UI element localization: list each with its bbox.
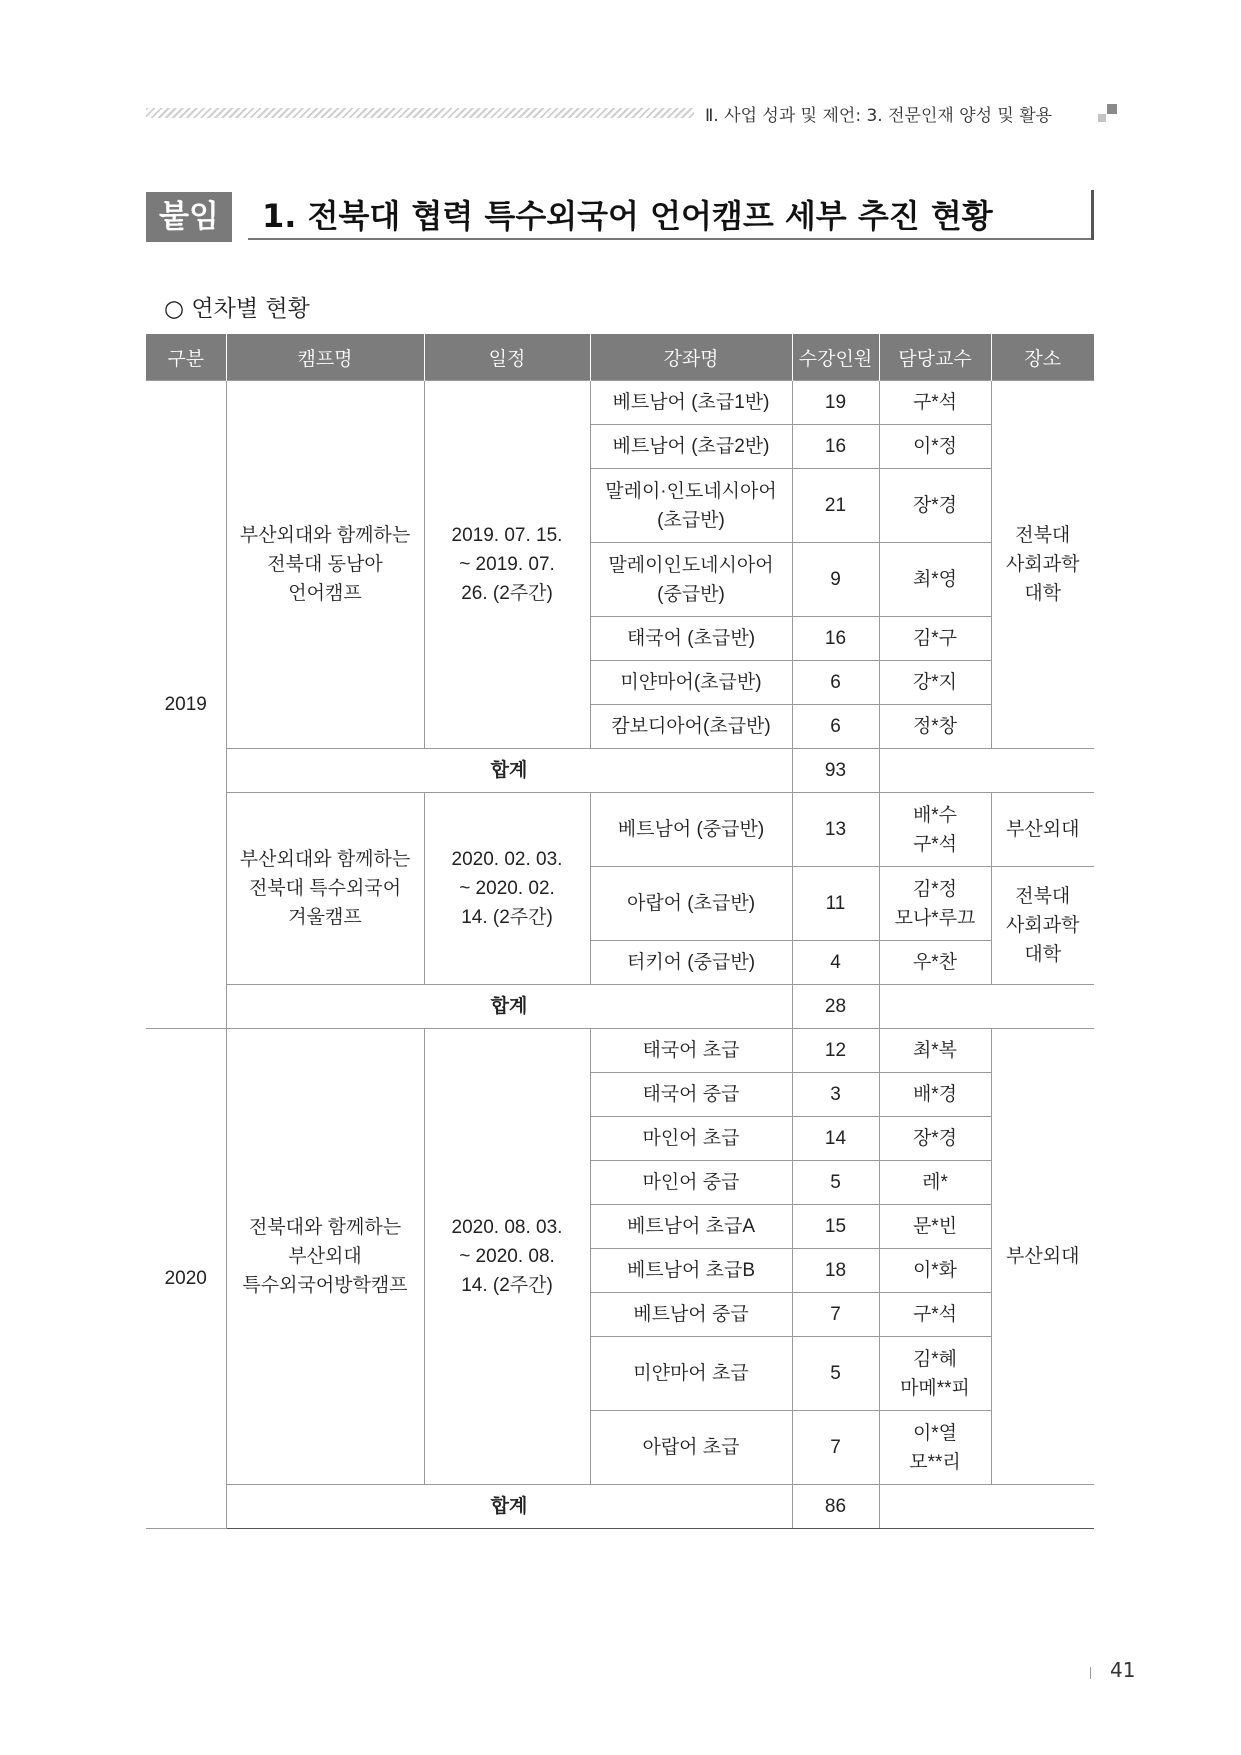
- camp-name-cell: 부산외대와 함께하는 전북대 동남아 언어캠프: [226, 381, 424, 749]
- course-cell: 태국어 초급: [590, 1029, 792, 1073]
- sum-label: 합계: [226, 985, 792, 1029]
- enrollment-cell: 4: [792, 941, 879, 985]
- footer-divider: [1090, 1667, 1091, 1679]
- sum-value: 93: [792, 749, 879, 793]
- course-cell: 말레이인도네시아어 (중급반): [590, 543, 792, 617]
- year-cell: 2019: [146, 381, 226, 1029]
- professor-cell: 구*석: [879, 1293, 991, 1337]
- enrollment-cell: 3: [792, 1073, 879, 1117]
- header-schedule: 일정: [424, 334, 590, 381]
- header-course: 강좌명: [590, 334, 792, 381]
- course-cell: 베트남어 (중급반): [590, 793, 792, 867]
- professor-cell: 레*: [879, 1161, 991, 1205]
- course-cell: 터키어 (중급반): [590, 941, 792, 985]
- header-category: 구분: [146, 334, 226, 381]
- sum-value: 28: [792, 985, 879, 1029]
- camp-name-cell: 전북대와 함께하는 부산외대 특수외국어방학캠프: [226, 1029, 424, 1485]
- course-cell: 아랍어 (초급반): [590, 867, 792, 941]
- schedule-cell: 2020. 02. 03. ~ 2020. 02. 14. (2주간): [424, 793, 590, 985]
- table-row: [146, 1029, 1094, 1073]
- enrollment-cell: 6: [792, 661, 879, 705]
- professor-cell: 이*화: [879, 1249, 991, 1293]
- professor-cell: 장*경: [879, 1117, 991, 1161]
- course-cell: 베트남어 중급: [590, 1293, 792, 1337]
- page-title: 1. 전북대 협력 특수외국어 언어캠프 세부 추진 현황: [262, 197, 993, 235]
- enrollment-cell: 9: [792, 543, 879, 617]
- table-row: [146, 381, 1094, 425]
- course-cell: 마인어 초급: [590, 1117, 792, 1161]
- enrollment-cell: 12: [792, 1029, 879, 1073]
- course-cell: 마인어 중급: [590, 1161, 792, 1205]
- title-right-bar: [1091, 190, 1094, 240]
- course-cell: 아랍어 초급: [590, 1411, 792, 1485]
- professor-cell: 이*열 모**리: [879, 1411, 991, 1485]
- professor-cell: 문*빈: [879, 1205, 991, 1249]
- course-cell: 베트남어 초급A: [590, 1205, 792, 1249]
- title-underline: [248, 238, 1094, 240]
- professor-cell: 김*구: [879, 617, 991, 661]
- enrollment-cell: 16: [792, 425, 879, 469]
- course-cell: 태국어 (초급반): [590, 617, 792, 661]
- professor-cell: 이*정: [879, 425, 991, 469]
- course-cell: 베트남어 (초급1반): [590, 381, 792, 425]
- enrollment-cell: 13: [792, 793, 879, 867]
- header-camp-name: 캠프명: [226, 334, 424, 381]
- enrollment-cell: 5: [792, 1161, 879, 1205]
- enrollment-cell: 7: [792, 1293, 879, 1337]
- place-cell: 전북대 사회과학 대학: [991, 867, 1094, 985]
- professor-cell: 김*혜 마메**피: [879, 1337, 991, 1411]
- enrollment-cell: 5: [792, 1337, 879, 1411]
- professor-cell: 배*경: [879, 1073, 991, 1117]
- sum-value: 86: [792, 1485, 879, 1529]
- header-professor: 담당교수: [879, 334, 991, 381]
- course-cell: 미얀마어(초급반): [590, 661, 792, 705]
- course-cell: 미얀마어 초급: [590, 1337, 792, 1411]
- enrollment-cell: 16: [792, 617, 879, 661]
- sum-blank: [879, 1485, 1094, 1529]
- professor-cell: 배*수 구*석: [879, 793, 991, 867]
- professor-cell: 장*경: [879, 469, 991, 543]
- course-cell: 베트남어 초급B: [590, 1249, 792, 1293]
- header-square-icon: [1098, 104, 1118, 124]
- professor-cell: 강*지: [879, 661, 991, 705]
- enrollment-cell: 7: [792, 1411, 879, 1485]
- place-cell: 전북대 사회과학 대학: [991, 381, 1094, 749]
- table-row: [146, 793, 1094, 867]
- header-place: 장소: [991, 334, 1094, 381]
- running-header: Ⅱ. 사업 성과 및 제언: 3. 전문인재 양성 및 활용: [705, 106, 1053, 126]
- page-number: 41: [1110, 1658, 1136, 1682]
- title-badge: 붙임: [146, 192, 232, 242]
- course-cell: 태국어 중급: [590, 1073, 792, 1117]
- place-cell: 부산외대: [991, 793, 1094, 867]
- year-cell: 2020: [146, 1029, 226, 1529]
- schedule-cell: 2019. 07. 15. ~ 2019. 07. 26. (2주간): [424, 381, 590, 749]
- course-cell: 말레이·인도네시아어 (초급반): [590, 469, 792, 543]
- enrollment-cell: 11: [792, 867, 879, 941]
- sum-label: 합계: [226, 749, 792, 793]
- schedule-cell: 2020. 08. 03. ~ 2020. 08. 14. (2주간): [424, 1029, 590, 1485]
- enrollment-cell: 18: [792, 1249, 879, 1293]
- table-header-row: [146, 334, 1094, 381]
- enrollment-cell: 21: [792, 469, 879, 543]
- enrollment-cell: 14: [792, 1117, 879, 1161]
- camp-name-cell: 부산외대와 함께하는 전북대 특수외국어 겨울캠프: [226, 793, 424, 985]
- header-stripe: [146, 108, 694, 118]
- professor-cell: 최*영: [879, 543, 991, 617]
- professor-cell: 우*찬: [879, 941, 991, 985]
- sum-blank: [879, 749, 1094, 793]
- sum-row: [146, 749, 1094, 793]
- professor-cell: 최*복: [879, 1029, 991, 1073]
- header-enrollment: 수강인원: [792, 334, 879, 381]
- enrollment-cell: 6: [792, 705, 879, 749]
- course-cell: 베트남어 (초급2반): [590, 425, 792, 469]
- sum-row: [146, 985, 1094, 1029]
- professor-cell: 구*석: [879, 381, 991, 425]
- sum-blank: [879, 985, 1094, 1029]
- sum-row: [146, 1485, 1094, 1529]
- enrollment-cell: 15: [792, 1205, 879, 1249]
- enrollment-cell: 19: [792, 381, 879, 425]
- professor-cell: 정*창: [879, 705, 991, 749]
- course-cell: 캄보디아어(초급반): [590, 705, 792, 749]
- section-subheading: ○ 연차별 현황: [164, 296, 310, 322]
- camp-status-table: [146, 334, 1094, 1529]
- place-cell: 부산외대: [991, 1029, 1094, 1485]
- professor-cell: 김*정 모나*루끄: [879, 867, 991, 941]
- sum-label: 합계: [226, 1485, 792, 1529]
